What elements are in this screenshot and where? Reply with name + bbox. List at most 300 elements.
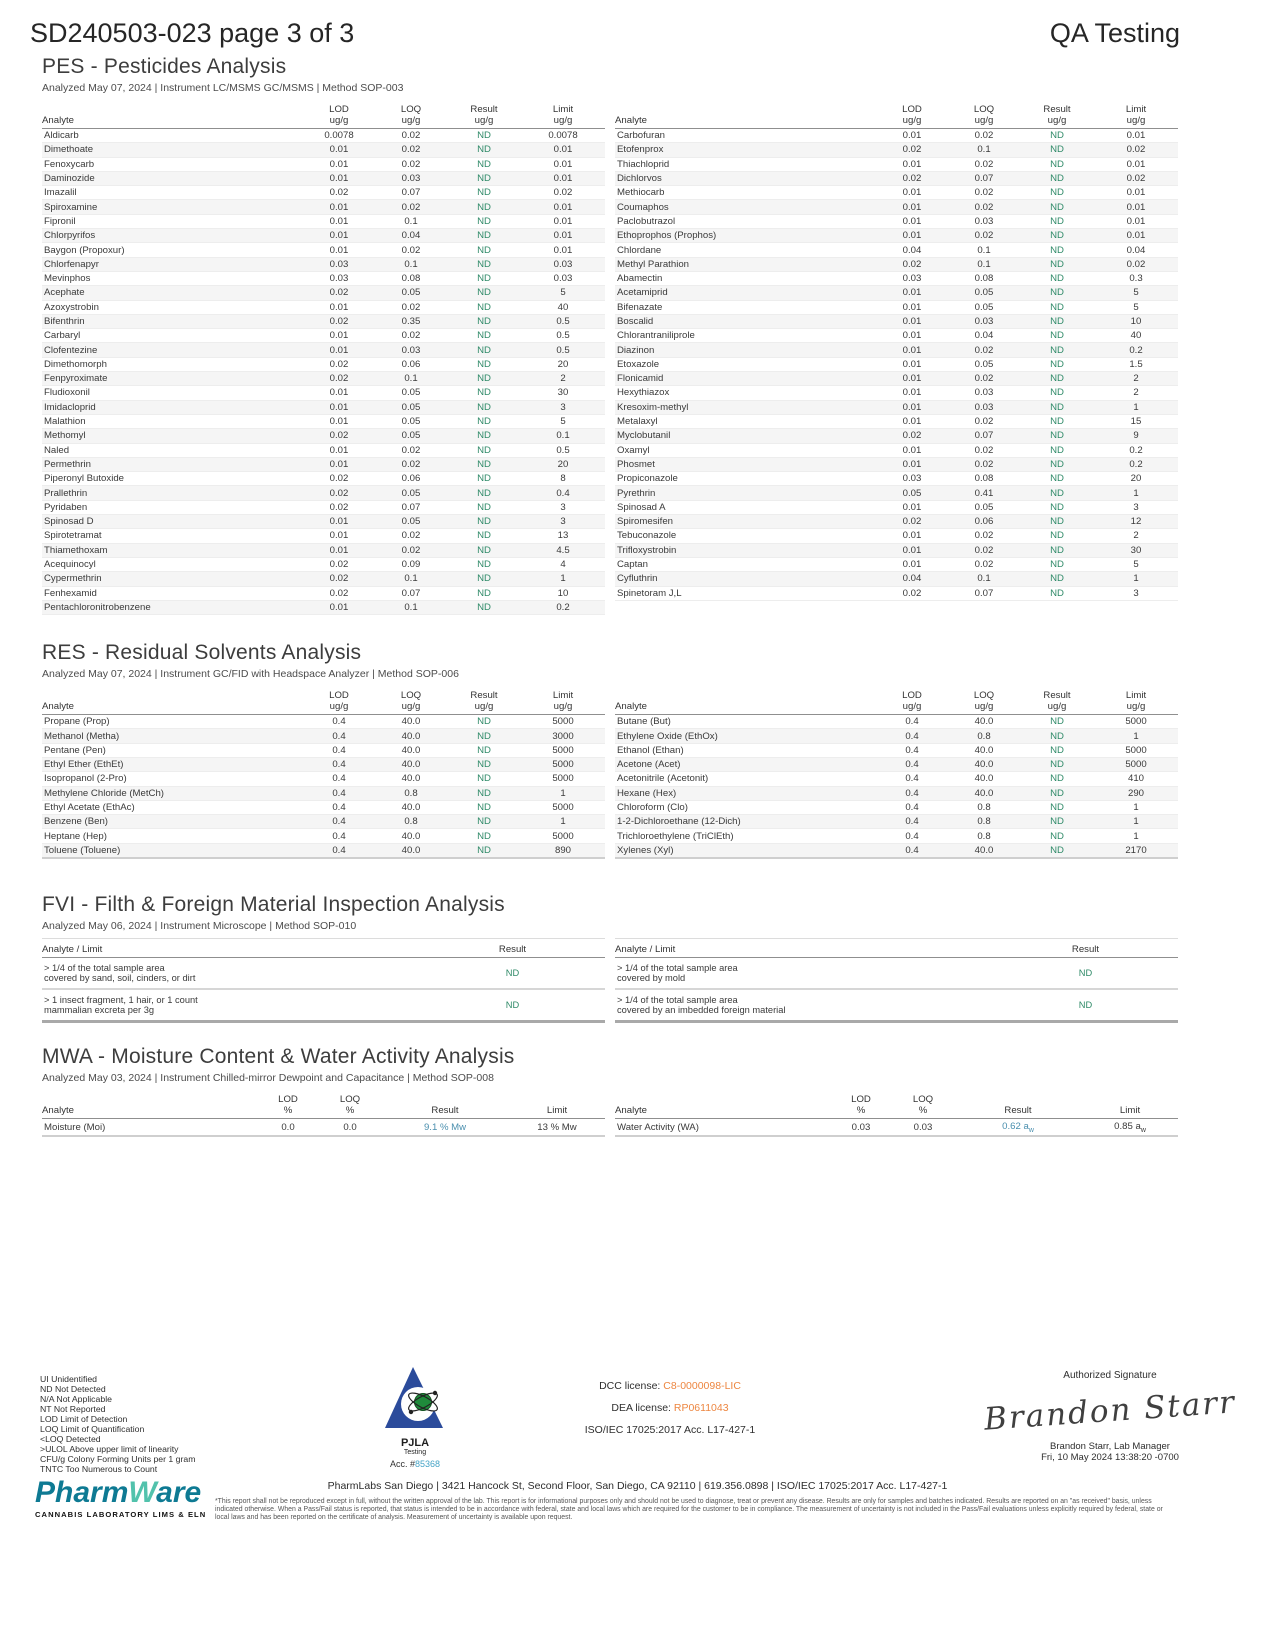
result-cell: ND (477, 730, 491, 742)
table-row (615, 458, 1178, 472)
lod-cell: 0.4 (332, 730, 346, 742)
limit-cell: 3 (1133, 587, 1139, 599)
table-row (615, 486, 1178, 500)
analyte-cell: Dichlorvos (617, 173, 662, 185)
lod-cell: 0.4 (332, 759, 346, 771)
loq-cell: 0.1 (404, 373, 418, 385)
loq-cell: 0.03 (974, 387, 994, 399)
limit-cell: 0.01 (1126, 130, 1146, 142)
limit-cell: 0.1 (556, 430, 570, 442)
limit-cell: 1 (1133, 816, 1139, 828)
loq-cell: 40.0 (974, 787, 994, 799)
lod-cell: 0.4 (332, 816, 346, 828)
table-row (615, 501, 1178, 515)
result-cell: ND (477, 430, 491, 442)
limit-cell: 5000 (1125, 716, 1147, 728)
result-cell: ND (477, 516, 491, 528)
loq-cell: 40.0 (974, 744, 994, 756)
limit-cell: 12 (1130, 516, 1142, 528)
brand-part: Pharm (35, 1476, 129, 1509)
loq-cell: 40.0 (974, 716, 994, 728)
table-row (615, 587, 1178, 601)
result-cell: ND (477, 230, 491, 242)
result-cell: ND (1050, 258, 1064, 270)
loq-cell: 0.02 (401, 330, 421, 342)
result-cell: ND (477, 830, 491, 842)
table-row (42, 758, 605, 772)
lod-cell: 0.01 (902, 187, 922, 199)
table-row (615, 572, 1178, 586)
table-row (42, 415, 605, 429)
authorized-signature-label: Authorized Signature (1063, 1370, 1157, 1381)
analyte-cell: Acetonitrile (Acetonit) (617, 773, 709, 785)
analyte-cell: Hexane (Hex) (617, 787, 677, 799)
table-row (615, 715, 1178, 729)
limit-cell: 0.0078 (548, 130, 578, 142)
lod-cell: 0.03 (902, 273, 922, 285)
lod-cell: 0.01 (902, 158, 922, 170)
result-cell: ND (1050, 201, 1064, 213)
result-cell: ND (1050, 559, 1064, 571)
result-cell: ND (477, 158, 491, 170)
limit-cell: 40 (557, 301, 569, 313)
signature-block (955, 1370, 1265, 1463)
lod-cell: 0.4 (332, 830, 346, 842)
table-body (615, 958, 1178, 1023)
result-cell: ND (477, 573, 491, 585)
limit-cell: 5000 (1125, 759, 1147, 771)
result-cell: ND (1050, 330, 1064, 342)
column-header: Limit (546, 1104, 568, 1116)
iso-accreditation-line: ISO/IEC 17025:2017 Acc. L17-427-1 (584, 1424, 756, 1436)
analyte-cell: Myclobutanil (617, 430, 671, 442)
lod-cell: 0.01 (902, 530, 922, 542)
table-row (42, 501, 605, 515)
loq-cell: 0.0 (343, 1121, 357, 1133)
result-cell: ND (477, 716, 491, 728)
lod-cell: 0.01 (902, 444, 922, 456)
result-cell: ND (477, 130, 491, 142)
limit-cell: 0.02 (553, 187, 573, 199)
lod-cell: 0.01 (902, 358, 922, 370)
limit-cell: 0.2 (1129, 458, 1143, 470)
analyte-cell: Methiocarb (617, 187, 665, 199)
analyte-cell: Moisture (Moi) (44, 1121, 106, 1133)
table-row (615, 990, 1178, 1023)
table-row (42, 401, 605, 415)
solvents-table-left (42, 686, 605, 859)
loq-cell: 0.8 (977, 802, 991, 814)
analyte-cell: Coumaphos (617, 201, 669, 213)
signature-handwriting: Brandon Starr (982, 1384, 1238, 1438)
loq-cell: 40.0 (401, 759, 421, 771)
legend-line: ND Not Detected (40, 1384, 106, 1394)
loq-cell: 0.02 (401, 530, 421, 542)
limit-cell: 0.01 (553, 173, 573, 185)
table-row (42, 958, 605, 990)
limit-cell: 0.01 (1126, 215, 1146, 227)
table-row (615, 258, 1178, 272)
limit-cell: 0.2 (1129, 344, 1143, 356)
column-header: Result (431, 1104, 459, 1116)
brand-w: W (128, 1476, 157, 1509)
table-header (42, 938, 605, 958)
limit-cell: 3000 (552, 730, 574, 742)
lod-cell: 0.02 (902, 144, 922, 156)
analyte-limit-cell: > 1 insect fragment, 1 hair, or 1 count mammalian excreta per 3g (44, 994, 198, 1016)
table-row (42, 729, 605, 743)
lod-cell: 0.4 (332, 744, 346, 756)
analyte-cell: Mevinphos (44, 273, 91, 285)
result-cell: ND (477, 258, 491, 270)
lod-cell: 0.01 (329, 401, 349, 413)
column-header: LOQ % (912, 1094, 934, 1116)
section-title: FVI - Filth & Foreign Material Inspection Analysis (42, 893, 505, 917)
disclaimer-text: *This report shall not be reproduced except in full, without the written approval of the lab. This report is for informational purposes only and should not be used to diagnose, treat or prevent any disease. Results are only for samples and batches indicated. Results are reported on an "as received" basis, unless indicated otherwise. When a Pass/Fail status is reported, that status is intended to be in accordance with federal, state and local laws which are required for the customer to be in compliance. The measurement of uncertainty is not included in the Pass/Fail evaluations unless explicitly required by federal, state or local laws and has been reported on the certificate of analysis. Measurement of uncertainty is available upon request. (215, 1498, 1163, 1522)
table-row (615, 529, 1178, 543)
loq-cell: 0.02 (401, 301, 421, 313)
pjla-subtitle: Testing (403, 1449, 427, 1456)
page-title: SD240503-023 page 3 of 3 (30, 18, 355, 48)
result-cell: ND (477, 587, 491, 599)
loq-cell: 0.03 (401, 173, 421, 185)
result-cell: ND (1050, 473, 1064, 485)
table-row (42, 829, 605, 843)
analyte-cell: Cypermethrin (44, 573, 102, 585)
lod-cell: 0.4 (905, 773, 919, 785)
limit-cell: 5 (560, 287, 566, 299)
lod-cell: 0.02 (329, 358, 349, 370)
section-title: RES - Residual Solvents Analysis (42, 641, 362, 665)
limit-cell: 0.2 (1129, 444, 1143, 456)
result-cell: ND (477, 530, 491, 542)
lod-cell: 0.01 (902, 544, 922, 556)
column-header: LOQ ug/g (973, 690, 995, 712)
table-row (42, 358, 605, 372)
column-header: Result ug/g (470, 104, 498, 126)
legend-line: LOQ Limit of Quantification (40, 1424, 145, 1434)
analyte-cell: Prallethrin (44, 487, 88, 499)
result-cell: ND (1050, 487, 1064, 499)
loq-cell: 0.02 (974, 559, 994, 571)
limit-cell: 0.01 (553, 244, 573, 256)
result-cell: ND (477, 773, 491, 785)
table-row (42, 801, 605, 815)
analyte-cell: Bifenazate (617, 301, 663, 313)
analyte-cell: Ethylene Oxide (EthOx) (617, 730, 718, 742)
section-title: PES - Pesticides Analysis (42, 55, 287, 78)
limit-cell: 1 (1133, 573, 1139, 585)
lod-cell: 0.05 (902, 487, 922, 499)
column-header: Analyte (42, 700, 74, 712)
analyte-cell: Thiamethoxam (44, 544, 108, 556)
table-row (615, 272, 1178, 286)
lod-cell: 0.01 (329, 344, 349, 356)
result-cell: ND (1078, 1000, 1093, 1011)
result-cell: ND (477, 187, 491, 199)
analyte-cell: Spiroxamine (44, 201, 98, 213)
lod-cell: 0.4 (332, 802, 346, 814)
column-header: Analyte / Limit (615, 943, 676, 955)
column-header: Analyte (42, 1104, 74, 1116)
lod-cell: 0.01 (902, 301, 922, 313)
table-header (615, 100, 1178, 129)
result-cell: ND (1050, 516, 1064, 528)
loq-cell: 0.07 (974, 173, 994, 185)
result-cell: ND (1050, 273, 1064, 285)
result-cell: ND (1050, 816, 1064, 828)
table-row (615, 143, 1178, 157)
loq-cell: 0.1 (404, 215, 418, 227)
lod-cell: 0.02 (329, 501, 349, 513)
section-moisture-water-activity (42, 1045, 1178, 1137)
section-meta: Analyzed May 06, 2024 | Instrument Microscope | Method SOP-010 (42, 920, 357, 933)
table-row (615, 758, 1178, 772)
loq-cell: 0.02 (974, 544, 994, 556)
loq-cell: 0.07 (974, 587, 994, 599)
lod-cell: 0.01 (902, 130, 922, 142)
analyte-cell: Bifenthrin (44, 316, 85, 327)
loq-cell: 0.02 (974, 130, 994, 142)
analyte-cell: Methanol (Metha) (44, 730, 120, 742)
loq-cell: 0.1 (977, 244, 991, 256)
loq-cell: 0.03 (974, 215, 994, 227)
mwa-table-right (615, 1090, 1178, 1137)
analyte-cell: Methyl Parathion (617, 258, 689, 270)
result-cell: ND (1050, 401, 1064, 413)
result-cell: ND (477, 244, 491, 256)
table-row (42, 158, 605, 172)
limit-cell: 5000 (552, 759, 574, 771)
analyte-cell: Malathion (44, 416, 86, 428)
limit-cell: 3 (560, 401, 566, 413)
loq-cell: 0.1 (404, 601, 418, 613)
limit-cell: 0.03 (553, 273, 573, 285)
mwa-table-left (42, 1090, 605, 1137)
lod-cell: 0.04 (902, 573, 922, 585)
analyte-cell: Diazinon (617, 344, 655, 356)
table-row (42, 272, 605, 286)
analyte-cell: Captan (617, 559, 648, 571)
lod-cell: 0.03 (329, 258, 349, 270)
loq-cell: 0.05 (401, 416, 421, 428)
result-cell: ND (1050, 358, 1064, 370)
section-meta: Analyzed May 07, 2024 | Instrument GC/FID with Headspace Analyzer | Method SOP-006 (42, 668, 459, 681)
loq-cell: 0.08 (401, 273, 421, 285)
table-row (615, 200, 1178, 214)
table-row (42, 186, 605, 200)
result-cell: ND (1050, 430, 1064, 442)
column-header: Result (1004, 1104, 1032, 1116)
analyte-cell: Propiconazole (617, 473, 678, 485)
lod-cell: 0.01 (329, 173, 349, 185)
legend-line: LOD Limit of Detection (40, 1414, 128, 1424)
loq-cell: 40.0 (401, 744, 421, 756)
result-cell: ND (1050, 744, 1064, 756)
lod-cell: 0.01 (329, 416, 349, 428)
fvi-table-right (615, 938, 1178, 1023)
loq-cell: 0.02 (401, 144, 421, 156)
legend-line: N/A Not Applicable (40, 1394, 112, 1404)
brand-part: are (156, 1476, 202, 1509)
analyte-cell: Benzene (Ben) (44, 816, 108, 828)
limit-cell: 1.5 (1129, 358, 1143, 370)
column-header: Analyte (42, 114, 74, 126)
limit-cell: 0.5 (556, 330, 570, 342)
table-row (615, 343, 1178, 357)
result-cell: ND (477, 201, 491, 213)
column-header: Analyte (615, 700, 647, 712)
result-cell: ND (477, 787, 491, 799)
lod-cell: 0.02 (902, 430, 922, 442)
limit-cell: 2 (560, 373, 566, 385)
column-header: Result ug/g (1043, 104, 1071, 126)
result-cell: ND (1078, 968, 1093, 979)
analyte-cell: 1-2-Dichloroethane (12-Dich) (617, 816, 741, 828)
pharmware-tagline: CANNABIS LABORATORY LIMS & ELN (35, 1510, 207, 1519)
limit-cell: 5 (1133, 287, 1139, 299)
limit-cell: 5000 (552, 830, 574, 842)
limit-cell: 0.01 (553, 158, 573, 170)
table-row (615, 372, 1178, 386)
analyte-cell: Piperonyl Butoxide (44, 473, 124, 485)
table-row (615, 958, 1178, 990)
legend-line: TNTC Too Numerous to Count (40, 1464, 158, 1474)
loq-cell: 0.02 (401, 130, 421, 142)
loq-cell: 0.06 (401, 473, 421, 485)
column-header: Analyte (615, 1104, 647, 1116)
loq-cell: 0.1 (977, 258, 991, 270)
limit-cell: 13 (557, 530, 569, 542)
loq-cell: 0.03 (974, 401, 994, 413)
limit-cell: 0.04 (1126, 244, 1146, 256)
loq-cell: 0.02 (974, 373, 994, 385)
result-cell: ND (1050, 530, 1064, 542)
table-header (42, 1090, 605, 1119)
result-cell: ND (477, 802, 491, 814)
result-cell: ND (477, 473, 491, 485)
dcc-license-line (520, 1380, 820, 1392)
loq-cell: 0.1 (977, 144, 991, 156)
analyte-cell: Fenoxycarb (44, 158, 95, 170)
lod-cell: 0.01 (329, 201, 349, 213)
result-cell: ND (1050, 130, 1064, 142)
loq-cell: 0.02 (401, 158, 421, 170)
lod-cell: 0.01 (329, 601, 349, 613)
result-cell: ND (1050, 215, 1064, 227)
table-row (42, 301, 605, 315)
license-block (520, 1380, 820, 1446)
lod-cell: 0.01 (902, 287, 922, 299)
table-row (42, 215, 605, 229)
analyte-cell: Chlorantraniliprole (617, 330, 695, 342)
result-cell: ND (1050, 244, 1064, 256)
limit-cell: 8 (560, 473, 566, 485)
loq-cell: 0.09 (401, 559, 421, 571)
column-header: Result ug/g (470, 690, 498, 712)
limit-cell: 0.01 (553, 215, 573, 227)
loq-cell: 0.07 (974, 430, 994, 442)
loq-cell: 0.05 (401, 387, 421, 399)
table-row (615, 229, 1178, 243)
loq-cell: 0.02 (974, 530, 994, 542)
table-row (615, 243, 1178, 257)
lod-cell: 0.0078 (324, 130, 354, 142)
loq-cell: 0.1 (404, 573, 418, 585)
lod-cell: 0.01 (329, 387, 349, 399)
limit-cell: 0.01 (1126, 201, 1146, 213)
lod-cell: 0.02 (902, 173, 922, 185)
loq-cell: 0.05 (974, 287, 994, 299)
loq-cell: 0.06 (974, 516, 994, 528)
lod-cell: 0.02 (329, 487, 349, 499)
analyte-cell: Acetamiprid (617, 287, 668, 299)
lod-cell: 0.02 (329, 187, 349, 199)
loq-cell: 0.06 (401, 358, 421, 370)
analyte-cell: Spirotetramat (44, 530, 102, 542)
result-cell: ND (1050, 144, 1064, 156)
table-row (615, 558, 1178, 572)
analyte-cell: Boscalid (617, 316, 654, 327)
limit-cell: 20 (557, 458, 569, 470)
result-cell: ND (477, 844, 491, 856)
lod-cell: 0.0 (281, 1121, 295, 1133)
loq-cell: 0.02 (401, 244, 421, 256)
lod-cell: 0.02 (329, 573, 349, 585)
analyte-cell: Metalaxyl (617, 416, 658, 428)
result-cell: ND (477, 316, 491, 327)
limit-cell: 20 (1130, 473, 1142, 485)
lod-cell: 0.01 (902, 330, 922, 342)
loq-cell: 0.02 (974, 416, 994, 428)
table-row (42, 472, 605, 486)
analyte-cell: Spiromesifen (617, 516, 673, 528)
limit-cell: 2 (1133, 387, 1139, 399)
table-row (615, 515, 1178, 529)
limit-cell: 3 (560, 516, 566, 528)
analyte-cell: Acephate (44, 287, 85, 299)
loq-cell: 40.0 (974, 759, 994, 771)
lod-cell: 0.01 (902, 201, 922, 213)
table-row (42, 990, 605, 1023)
lod-cell: 0.4 (332, 787, 346, 799)
table-body (42, 715, 605, 859)
result-cell: ND (477, 544, 491, 556)
analyte-cell: Methomyl (44, 430, 86, 442)
loq-cell: 0.03 (974, 316, 994, 327)
report-header (0, 0, 1275, 49)
loq-cell: 0.02 (974, 344, 994, 356)
loq-cell: 0.8 (404, 816, 418, 828)
result-cell: ND (1050, 373, 1064, 385)
loq-cell: 0.02 (974, 230, 994, 242)
lod-cell: 0.01 (329, 458, 349, 470)
table-row (42, 744, 605, 758)
table-row (615, 386, 1178, 400)
limit-cell: 0.01 (1126, 158, 1146, 170)
analyte-cell: Carbaryl (44, 330, 81, 342)
analyte-cell: Acetone (Acet) (617, 759, 681, 771)
result-cell: ND (477, 444, 491, 456)
loq-cell: 0.8 (977, 730, 991, 742)
column-header: LOD % (278, 1094, 298, 1116)
table-row (42, 329, 605, 343)
analyte-cell: Oxamyl (617, 444, 650, 456)
limit-cell: 290 (1127, 787, 1144, 799)
analyte-cell: Daminozide (44, 173, 95, 185)
limit-cell: 5 (1133, 301, 1139, 313)
analyte-cell: Hexythiazox (617, 387, 670, 399)
